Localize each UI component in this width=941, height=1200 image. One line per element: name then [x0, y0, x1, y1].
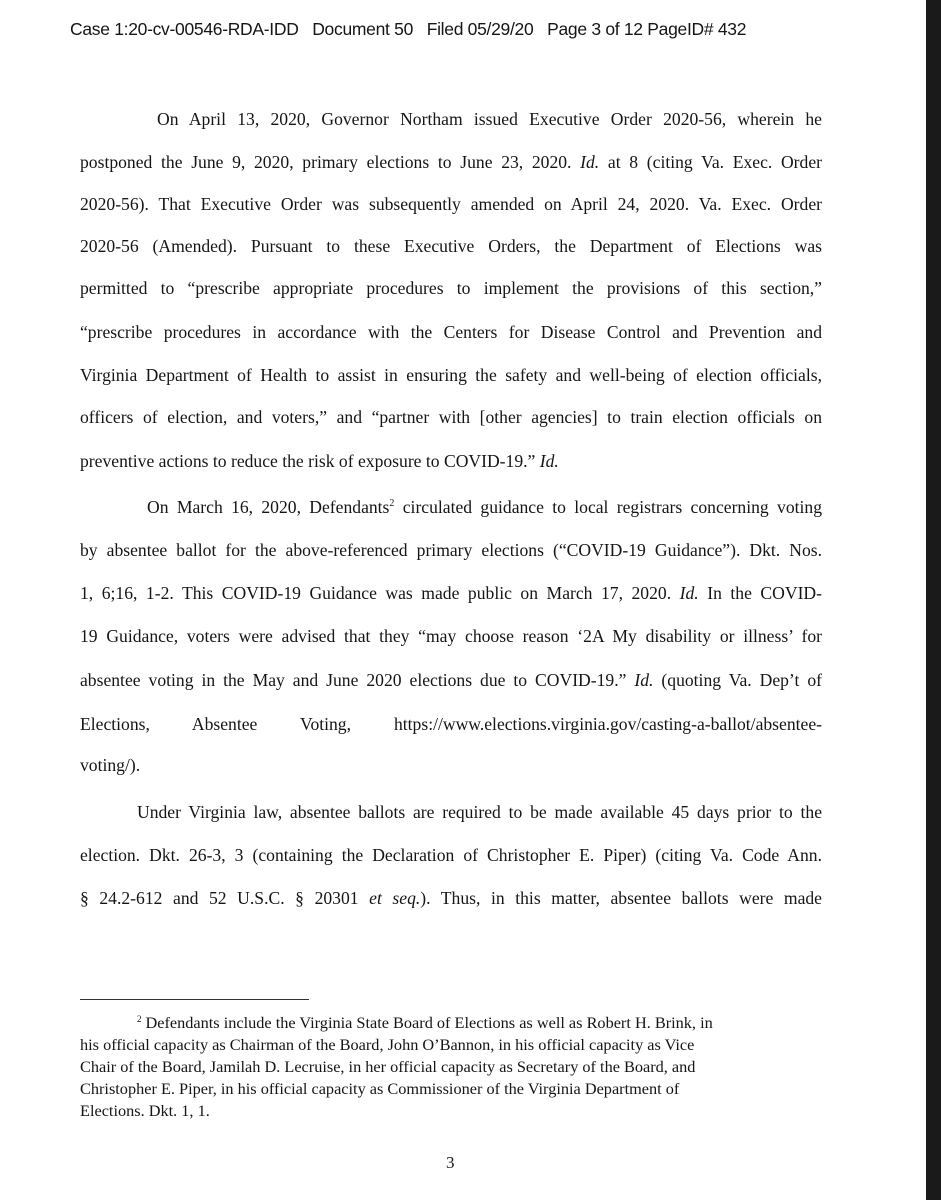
paragraph-1-line [80, 151, 822, 173]
paragraph-2-line [80, 754, 822, 776]
text-segment: On April 13, 2020, Governor Northam issued Executive Order 2020-56, wherein he [157, 109, 822, 129]
paragraph-2-line [80, 582, 822, 604]
italic-citation: Id. [580, 152, 600, 172]
text-segment: “prescribe procedures in accordance with the Centers for Disease Control and Prevention and [80, 322, 822, 342]
footnote-divider [80, 999, 309, 1000]
paragraph-2-line [147, 496, 822, 518]
case-header: Case 1:20-cv-00546-RDA-IDD Document 50 Filed 05/29/20 Page 3 of 12 PageID# 432 [70, 19, 747, 39]
text-segment: 2020-56). That Executive Order was subsequently amended on April 24, 2020. Va. Exec. Order [80, 194, 822, 214]
text-segment: absentee voting in the May and June 2020 elections due to COVID-19.” [80, 670, 635, 690]
footnote-text: Chair of the Board, Jamilah D. Lecruise, in her official capacity as Secretary of the Board, and [80, 1057, 696, 1076]
footnote-line [80, 1078, 822, 1100]
footnote-text: Christopher E. Piper, in his official capacity as Commissioner of the Virginia Department of [80, 1079, 680, 1098]
text-segment: postponed the June 9, 2020, primary elections to June 23, 2020. [80, 152, 581, 172]
italic-citation: et seq. [369, 888, 421, 908]
text-segment: voting/). [80, 755, 141, 775]
footnote-text: Elections. Dkt. 1, 1. [80, 1101, 210, 1120]
text-segment: at 8 (citing Va. Exec. Order [599, 152, 822, 172]
paragraph-1-line [80, 406, 822, 428]
paragraph-2-line [80, 625, 822, 647]
footnote-marker: 2 [137, 1014, 142, 1024]
text-segment: Elections, Absentee Voting, https://www.elections.virginia.gov/casting-a-ballot/absentee- [80, 714, 822, 734]
footnote-reference: 2 [389, 498, 395, 509]
footnote-line [137, 1012, 879, 1034]
text-segment: Under Virginia law, absentee ballots are required to be made available 45 days prior to the [137, 802, 822, 822]
paragraph-1-line [80, 193, 822, 215]
text-segment: preventive actions to reduce the risk of exposure to COVID-19.” [80, 451, 540, 471]
text-segment: 2020-56 (Amended). Pursuant to these Executive Orders, the Department of Elections was [80, 236, 822, 256]
paragraph-3-line [80, 844, 822, 866]
page-number: 3 [446, 1153, 455, 1172]
footnote-line [80, 1100, 822, 1122]
paragraph-3-line [80, 887, 822, 909]
footnote-line [80, 1056, 822, 1078]
paragraph-1-line [80, 277, 822, 299]
paragraph-1-line [157, 108, 822, 130]
paragraph-2-line [80, 713, 822, 735]
paragraph-1-line [80, 321, 822, 343]
text-segment: (quoting Va. Dep’t of [653, 670, 822, 690]
text-segment: permitted to “prescribe appropriate procedures to implement the provisions of this section,” [80, 278, 822, 298]
window-edge [926, 0, 941, 1200]
text-segment: In the COVID- [698, 583, 822, 603]
text-segment: circulated guidance to local registrars concerning voting [394, 497, 822, 517]
italic-citation: Id. [539, 451, 559, 471]
paragraph-2-line [80, 539, 822, 561]
text-segment: 19 Guidance, voters were advised that they “may choose reason ‘2A My disability or illness’ for [80, 626, 822, 646]
text-segment: 1, 6;16, 1-2. This COVID-19 Guidance was made public on March 17, 2020. [80, 583, 680, 603]
paragraph-1-line [80, 364, 822, 386]
italic-citation: Id. [679, 583, 699, 603]
text-segment: by absentee ballot for the above-referenced primary elections (“COVID-19 Guidance”). Dkt. Nos. [80, 540, 822, 560]
text-segment: election. Dkt. 26-3, 3 (containing the Declaration of Christopher E. Piper) (citing Va. Code Ann. [80, 845, 822, 865]
text-segment: On March 16, 2020, Defendants [147, 497, 390, 517]
text-segment: Virginia Department of Health to assist in ensuring the safety and well-being of election officials, [80, 365, 822, 385]
paragraph-2-line [80, 669, 822, 691]
italic-citation: Id. [634, 670, 654, 690]
paragraph-1-line [80, 235, 822, 257]
footnote-text: Defendants include the Virginia State Board of Elections as well as Robert H. Brink, in [145, 1013, 713, 1032]
footnote-text: his official capacity as Chairman of the Board, John O’Bannon, in his official capacity as Vice [80, 1035, 695, 1054]
paragraph-1-line [80, 450, 822, 472]
text-segment: ). Thus, in this matter, absentee ballots were made [420, 888, 822, 908]
text-segment: officers of election, and voters,” and “partner with [other agencies] to train election officials on [80, 407, 822, 427]
footnote-line [80, 1034, 822, 1056]
paragraph-3-line [137, 801, 822, 823]
text-segment: § 24.2-612 and 52 U.S.C. § 20301 [80, 888, 370, 908]
